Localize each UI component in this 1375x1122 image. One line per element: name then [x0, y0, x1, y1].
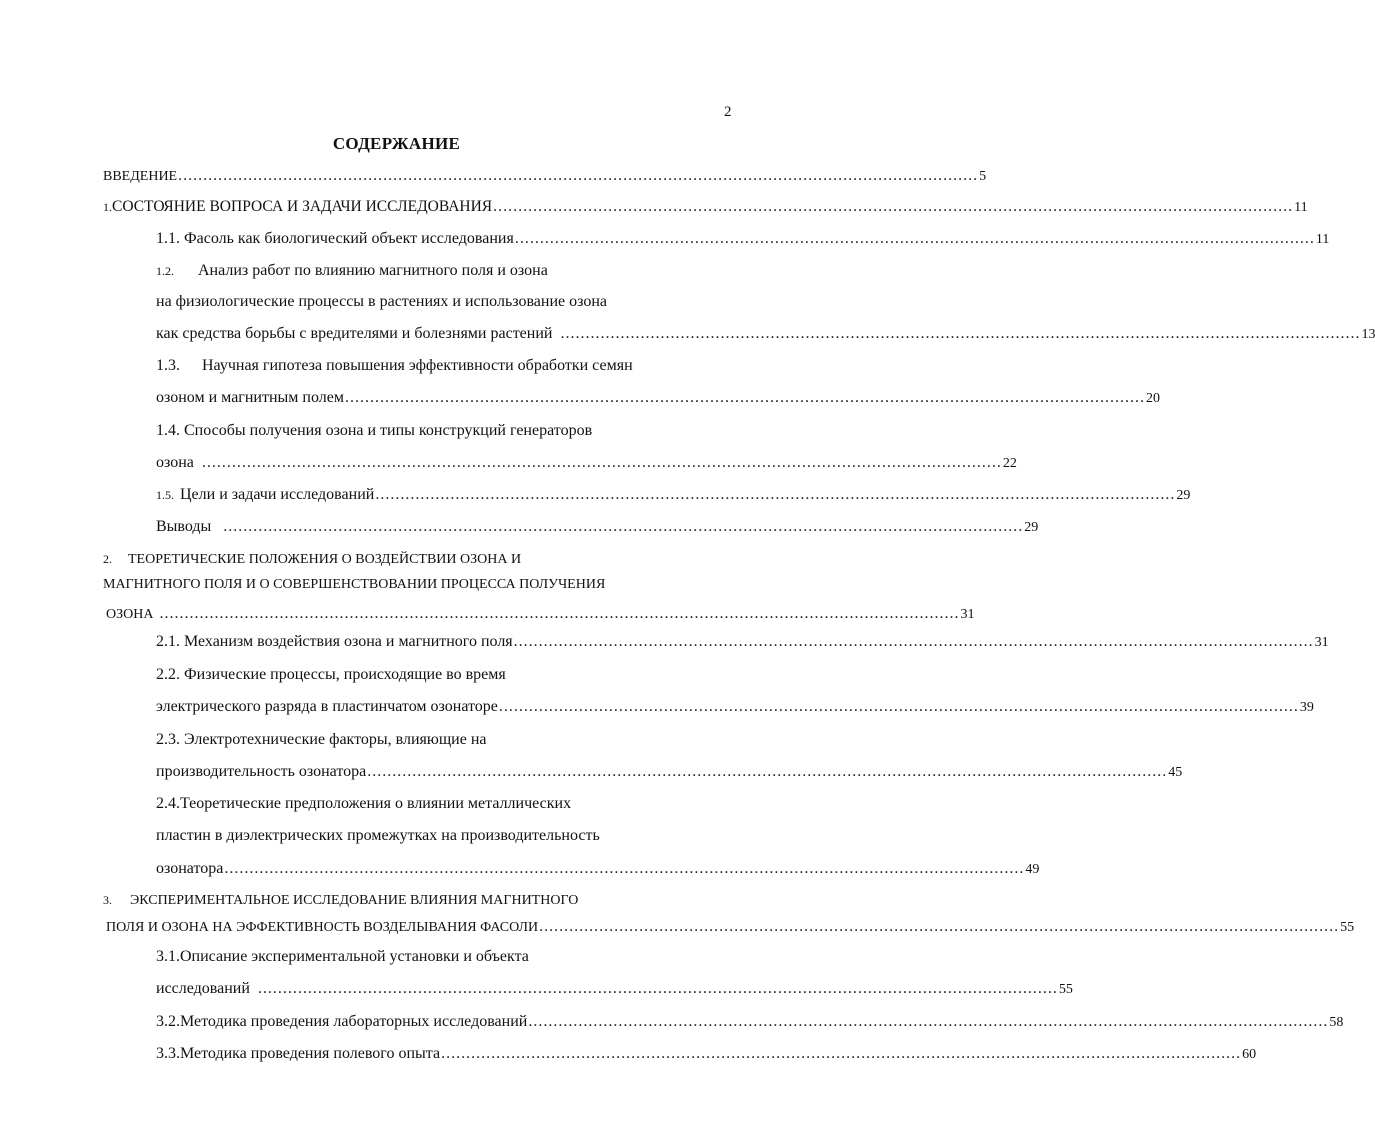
toc-entry-text: Цели и задачи исследований	[180, 486, 375, 503]
toc-entry-text: Выводы	[156, 518, 212, 535]
toc-entry-1-1[interactable]	[156, 229, 1330, 250]
toc-page-number: 39	[1299, 700, 1314, 715]
toc-entry-text: ПОЛЯ И ОЗОНА НА ЭФФЕКТИВНОСТЬ ВОЗДЕЛЫВАНИЯ ФАСОЛИ	[106, 920, 539, 935]
toc-entry-1-3-line-2[interactable]	[156, 388, 1160, 409]
dot-leader: ................................................................................................................................................................	[375, 486, 1176, 503]
toc-page-number: 60	[1242, 1047, 1257, 1062]
toc-entry-text: электрического разряда в пластинчатом озонаторе	[156, 698, 498, 715]
dot-leader: ................................................................................................................................................................	[344, 389, 1145, 406]
toc-entry-1-2[interactable]	[156, 261, 548, 281]
toc-entry-text: озона	[156, 454, 194, 471]
dot-leader: ................................................................................................................................................................	[539, 918, 1340, 935]
toc-entry-1-5[interactable]	[156, 485, 1191, 506]
toc-page-number: 20	[1145, 391, 1160, 406]
toc-entry-chapter-3[interactable]	[103, 890, 578, 911]
toc-page-number: 49	[1025, 862, 1040, 877]
toc-entry-text: 3.1.Описание экспериментальной установки и объекта	[156, 948, 529, 965]
toc-entry-text: озоном и магнитным полем	[156, 389, 344, 406]
toc-entry-3-1-line-2[interactable]	[156, 979, 1073, 1000]
dot-leader: ................................................................................................................................................................	[528, 1013, 1329, 1030]
dot-leader: ................................................................................................................................................................	[441, 1045, 1242, 1062]
toc-page-number: 31	[960, 607, 975, 622]
toc-entry-text: на физиологические процессы в растениях и использование озона	[156, 293, 608, 310]
toc-entry-chapter-3-line-2[interactable]	[106, 917, 1355, 938]
toc-section-number: 3.	[103, 893, 112, 907]
toc-entry-1-2-line-2	[156, 292, 607, 312]
toc-page-number: 31	[1314, 635, 1329, 650]
toc-entry-3-3[interactable]	[156, 1044, 1257, 1065]
toc-entry-text: Анализ работ по влиянию магнитного поля и озона	[198, 262, 548, 279]
toc-entry-text: 2.2. Физические процессы, происходящие во время	[156, 666, 506, 683]
dot-leader: ................................................................................................................................................................	[159, 605, 960, 622]
toc-entry-2-3-line-2[interactable]	[156, 762, 1183, 783]
toc-entry-text: производительность озонатора	[156, 763, 367, 780]
page-number: 2	[724, 104, 732, 120]
page-title: СОДЕРЖАНИЕ	[332, 134, 461, 153]
dot-leader: ................................................................................................................................................................	[178, 167, 979, 184]
toc-entry-1-4[interactable]	[156, 421, 592, 441]
toc-entry-3-2[interactable]	[156, 1012, 1344, 1033]
toc-section-number: 1.3.	[156, 357, 180, 374]
dot-leader: ................................................................................................................................................................	[513, 633, 1314, 650]
toc-page-number: 11	[1315, 232, 1330, 247]
toc-entry-text: 1.СОСТОЯНИЕ ВОПРОСА И ЗАДАЧИ ИССЛЕДОВАНИЯ	[103, 198, 493, 215]
toc-entry-chapter-2-line-2	[103, 575, 605, 595]
toc-entry-text: 2.4.Теоретические предположения о влиянии металлических	[156, 795, 572, 812]
toc-entry-chapter-1[interactable]	[103, 197, 1308, 218]
toc-section-number: 1.5.	[156, 488, 174, 502]
toc-page-number: 55	[1058, 982, 1073, 997]
dot-leader: ................................................................................................................................................................	[493, 198, 1294, 215]
toc-entry-text: ЭКСПЕРИМЕНТАЛЬНОЕ ИССЛЕДОВАНИЕ ВЛИЯНИЯ МАГНИТНОГО	[130, 893, 579, 908]
toc-entry-chapter-2[interactable]	[103, 549, 521, 570]
toc-entry-2-2[interactable]	[156, 665, 506, 685]
toc-entry-text: 1.4. Способы получения озона и типы конструкций генераторов	[156, 422, 593, 439]
toc-entry-1-3[interactable]	[156, 356, 633, 376]
toc-entry-2-4-line-2	[156, 826, 600, 846]
toc-entry-text: 2.3. Электротехнические факторы, влияющие на	[156, 731, 487, 748]
toc-entry-text: как средства борьбы с вредителями и болезнями растений	[156, 325, 553, 342]
toc-page-number: 45	[1168, 765, 1183, 780]
dot-leader: ................................................................................................................................................................	[224, 860, 1025, 877]
toc-entry-intro[interactable]	[103, 166, 987, 187]
toc-entry-text: 3.3.Методика проведения полевого опыта	[156, 1045, 441, 1062]
toc-entry-text: ВВЕДЕНИЕ	[103, 169, 178, 184]
toc-entry-text: 3.2.Методика проведения лабораторных исследований	[156, 1013, 528, 1030]
toc-entry-2-4-line-3[interactable]	[156, 859, 1040, 880]
toc-entry-2-3[interactable]	[156, 730, 486, 750]
toc-entry-text: 2.1. Механизм воздействия озона и магнитного поля	[156, 633, 513, 650]
toc-page-number: 58	[1329, 1015, 1344, 1030]
dot-leader: ................................................................................................................................................................	[257, 980, 1058, 997]
toc-entry-2-2-line-2[interactable]	[156, 697, 1314, 718]
toc-entry-conclusions[interactable]	[156, 517, 1039, 538]
toc-entry-chapter-2-line-3[interactable]	[106, 604, 975, 625]
dot-leader: ................................................................................................................................................................	[498, 698, 1299, 715]
toc-entry-3-1[interactable]	[156, 947, 529, 967]
toc-entry-text: исследований	[156, 980, 250, 997]
toc-entry-text: ТЕОРЕТИЧЕСКИЕ ПОЛОЖЕНИЯ О ВОЗДЕЙСТВИИ ОЗОНА И	[128, 552, 522, 567]
toc-entry-text: озонатора	[156, 860, 224, 877]
toc-section-number: 2.	[103, 552, 112, 566]
toc-entry-1-4-line-2[interactable]	[156, 453, 1017, 474]
toc-entry-2-4[interactable]	[156, 794, 571, 814]
toc-entry-text: 1.1. Фасоль как биологический объект исследования	[156, 230, 514, 247]
dot-leader: ................................................................................................................................................................	[514, 230, 1315, 247]
toc-entry-1-2-line-3[interactable]	[156, 324, 1375, 345]
dot-leader: ................................................................................................................................................................	[201, 454, 1002, 471]
toc-entry-text: Научная гипотеза повышения эффективности обработки семян	[202, 357, 633, 374]
toc-page-number: 11	[1294, 200, 1308, 215]
toc-section-number: 1.2.	[156, 264, 174, 278]
toc-page-number: 22	[1002, 456, 1017, 471]
dot-leader: ................................................................................................................................................................	[367, 763, 1168, 780]
toc-page-number: 55	[1340, 920, 1355, 935]
dot-leader: ................................................................................................................................................................	[223, 518, 1024, 535]
toc-entry-text: пластин в диэлектрических промежутках на производительность	[156, 827, 600, 844]
toc-page-number: 5	[979, 169, 987, 184]
toc-page-number: 29	[1024, 520, 1039, 535]
toc-page-number: 13	[1361, 327, 1375, 342]
toc-page-number: 29	[1176, 488, 1191, 503]
toc-entry-text: МАГНИТНОГО ПОЛЯ И О СОВЕРШЕНСТВОВАНИИ ПРОЦЕССА ПОЛУЧЕНИЯ	[103, 577, 606, 592]
dot-leader: ................................................................................................................................................................	[560, 325, 1361, 342]
toc-entry-text: ОЗОНА	[106, 607, 154, 622]
toc-entry-2-1[interactable]	[156, 632, 1329, 653]
